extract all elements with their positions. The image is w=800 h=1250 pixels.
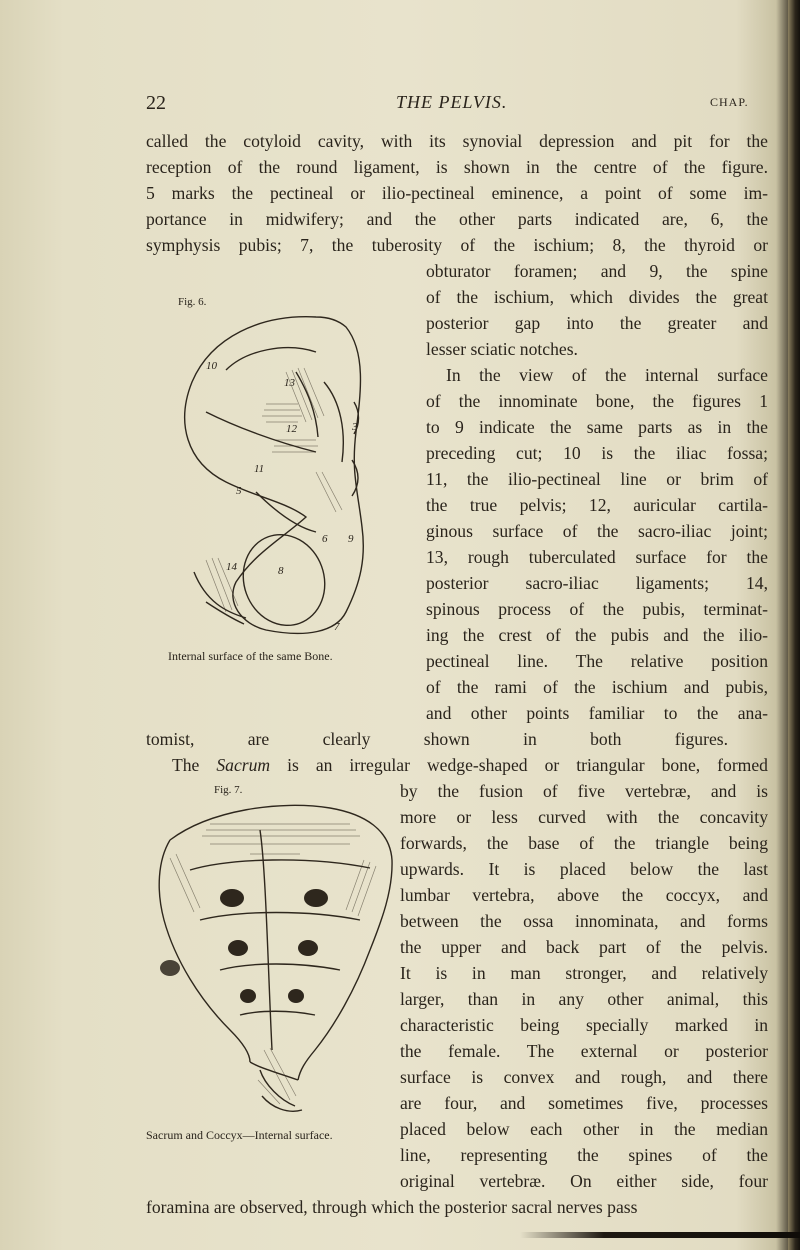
text-line: It is in man stronger, and relatively xyxy=(400,963,768,983)
chapter-abbrev: CHAP. xyxy=(710,95,749,109)
fig6-number: 9 xyxy=(348,533,354,545)
text-line: the true pelvis; 12, auricular cartila- xyxy=(426,495,768,515)
text-line: to 9 indicate the same parts as in the xyxy=(426,417,768,437)
text-line: posterior gap into the greater and xyxy=(426,313,768,333)
fig6-number: 8 xyxy=(278,565,284,577)
text-line: pectineal line. The relative position xyxy=(426,651,768,671)
running-title: THE PELVIS. xyxy=(396,92,508,112)
text-line: more or less curved with the concavity xyxy=(400,807,768,827)
text-line: and other points familiar to the ana- xyxy=(426,703,768,723)
text-line: spinous process of the pubis, terminat- xyxy=(426,599,768,619)
text-line: larger, than in any other animal, this xyxy=(400,989,768,1009)
text-line: lesser sciatic notches. xyxy=(426,339,578,359)
text-line: by the fusion of five vertebræ, and is xyxy=(400,781,768,801)
text-line: symphysis pubis; 7, the tuberosity of the ischium; 8, the thyroid or xyxy=(146,235,768,255)
text-line: are four, and sometimes five, processes xyxy=(400,1093,768,1113)
text-line: posterior sacro-iliac ligaments; 14, xyxy=(426,573,768,593)
page-number: 22 xyxy=(146,92,166,114)
text-line: The Sacrum is an irregular wedge-shaped or triangular bone, formed xyxy=(172,755,768,775)
text-line: 5 marks the pectineal or ilio-pectineal eminence, a point of some im- xyxy=(146,183,768,203)
italic-term-sacrum: Sacrum xyxy=(216,755,271,775)
text-line: of the ischium, which divides the great xyxy=(426,287,768,307)
text-line: of the innominate bone, the figures 1 xyxy=(426,391,768,411)
text-line: of the rami of the ischium and pubis, xyxy=(426,677,768,697)
text-line: In the view of the internal surface xyxy=(446,365,768,385)
text-line: the upper and back part of the pelvis. xyxy=(400,937,768,957)
page-shadow-edge xyxy=(520,1232,800,1238)
text-line: obturator foramen; and 9, the spine xyxy=(426,261,768,281)
figure-6-innominate-bone xyxy=(166,312,430,642)
text-line: forwards, the base of the triangle being xyxy=(400,833,768,853)
running-header xyxy=(0,92,800,118)
fig6-number: 12 xyxy=(286,423,297,435)
fig6-number: 13 xyxy=(284,377,295,389)
text-line: ginous surface of the sacro-iliac joint; xyxy=(426,521,768,541)
fig6-number: 3 xyxy=(352,421,358,433)
figure-6-label: Fig. 6. xyxy=(178,296,207,308)
text-line: called the cotyloid cavity, with its synovial depression and pit for the xyxy=(146,131,768,151)
text-line: portance in midwifery; and the other parts indicated are, 6, the xyxy=(146,209,768,229)
fig6-number: 14 xyxy=(226,561,237,573)
fig6-number: 5 xyxy=(236,485,242,497)
text-line: characteristic being specially marked in xyxy=(400,1015,768,1035)
fig6-number: 11 xyxy=(254,463,265,475)
text-line: ing the crest of the pubis and the ilio- xyxy=(426,625,768,645)
text-line: line, representing the spines of the xyxy=(400,1145,768,1165)
text-line: lumbar vertebra, above the coccyx, and xyxy=(400,885,768,905)
text-line: surface is convex and rough, and there xyxy=(400,1067,768,1087)
fig6-number: 10 xyxy=(206,360,217,372)
text-line: original vertebræ. On either side, four xyxy=(400,1171,768,1191)
text-line: 13, rough tuberculated surface for the xyxy=(426,547,768,567)
text-line: the female. The external or posterior xyxy=(400,1041,768,1061)
fig6-number: 7 xyxy=(334,621,340,633)
text-line: reception of the round ligament, is shown in the centre of the figure. xyxy=(146,157,768,177)
figure-6-caption: Internal surface of the same Bone. xyxy=(168,649,333,663)
text-line: foramina are observed, through which the posterior sacral nerves pass xyxy=(146,1197,638,1217)
text-line: upwards. It is placed below the last xyxy=(400,859,768,879)
text-line: placed below each other in the median xyxy=(400,1119,768,1139)
book-spine-edge xyxy=(788,0,800,1250)
figure-7-sacrum-coccyx xyxy=(150,800,398,1118)
fig6-number: 6 xyxy=(322,533,328,545)
text-line: between the ossa innominata, and forms xyxy=(400,911,768,931)
figure-7-label: Fig. 7. xyxy=(214,784,243,796)
text-line: 11, the ilio-pectineal line or brim of xyxy=(426,469,768,489)
text-line: preceding cut; 10 is the iliac fossa; xyxy=(426,443,768,463)
text-line: tomist, are clearly shown in both figures. xyxy=(146,729,728,749)
figure-7-caption: Sacrum and Coccyx—Internal surface. xyxy=(146,1128,333,1142)
